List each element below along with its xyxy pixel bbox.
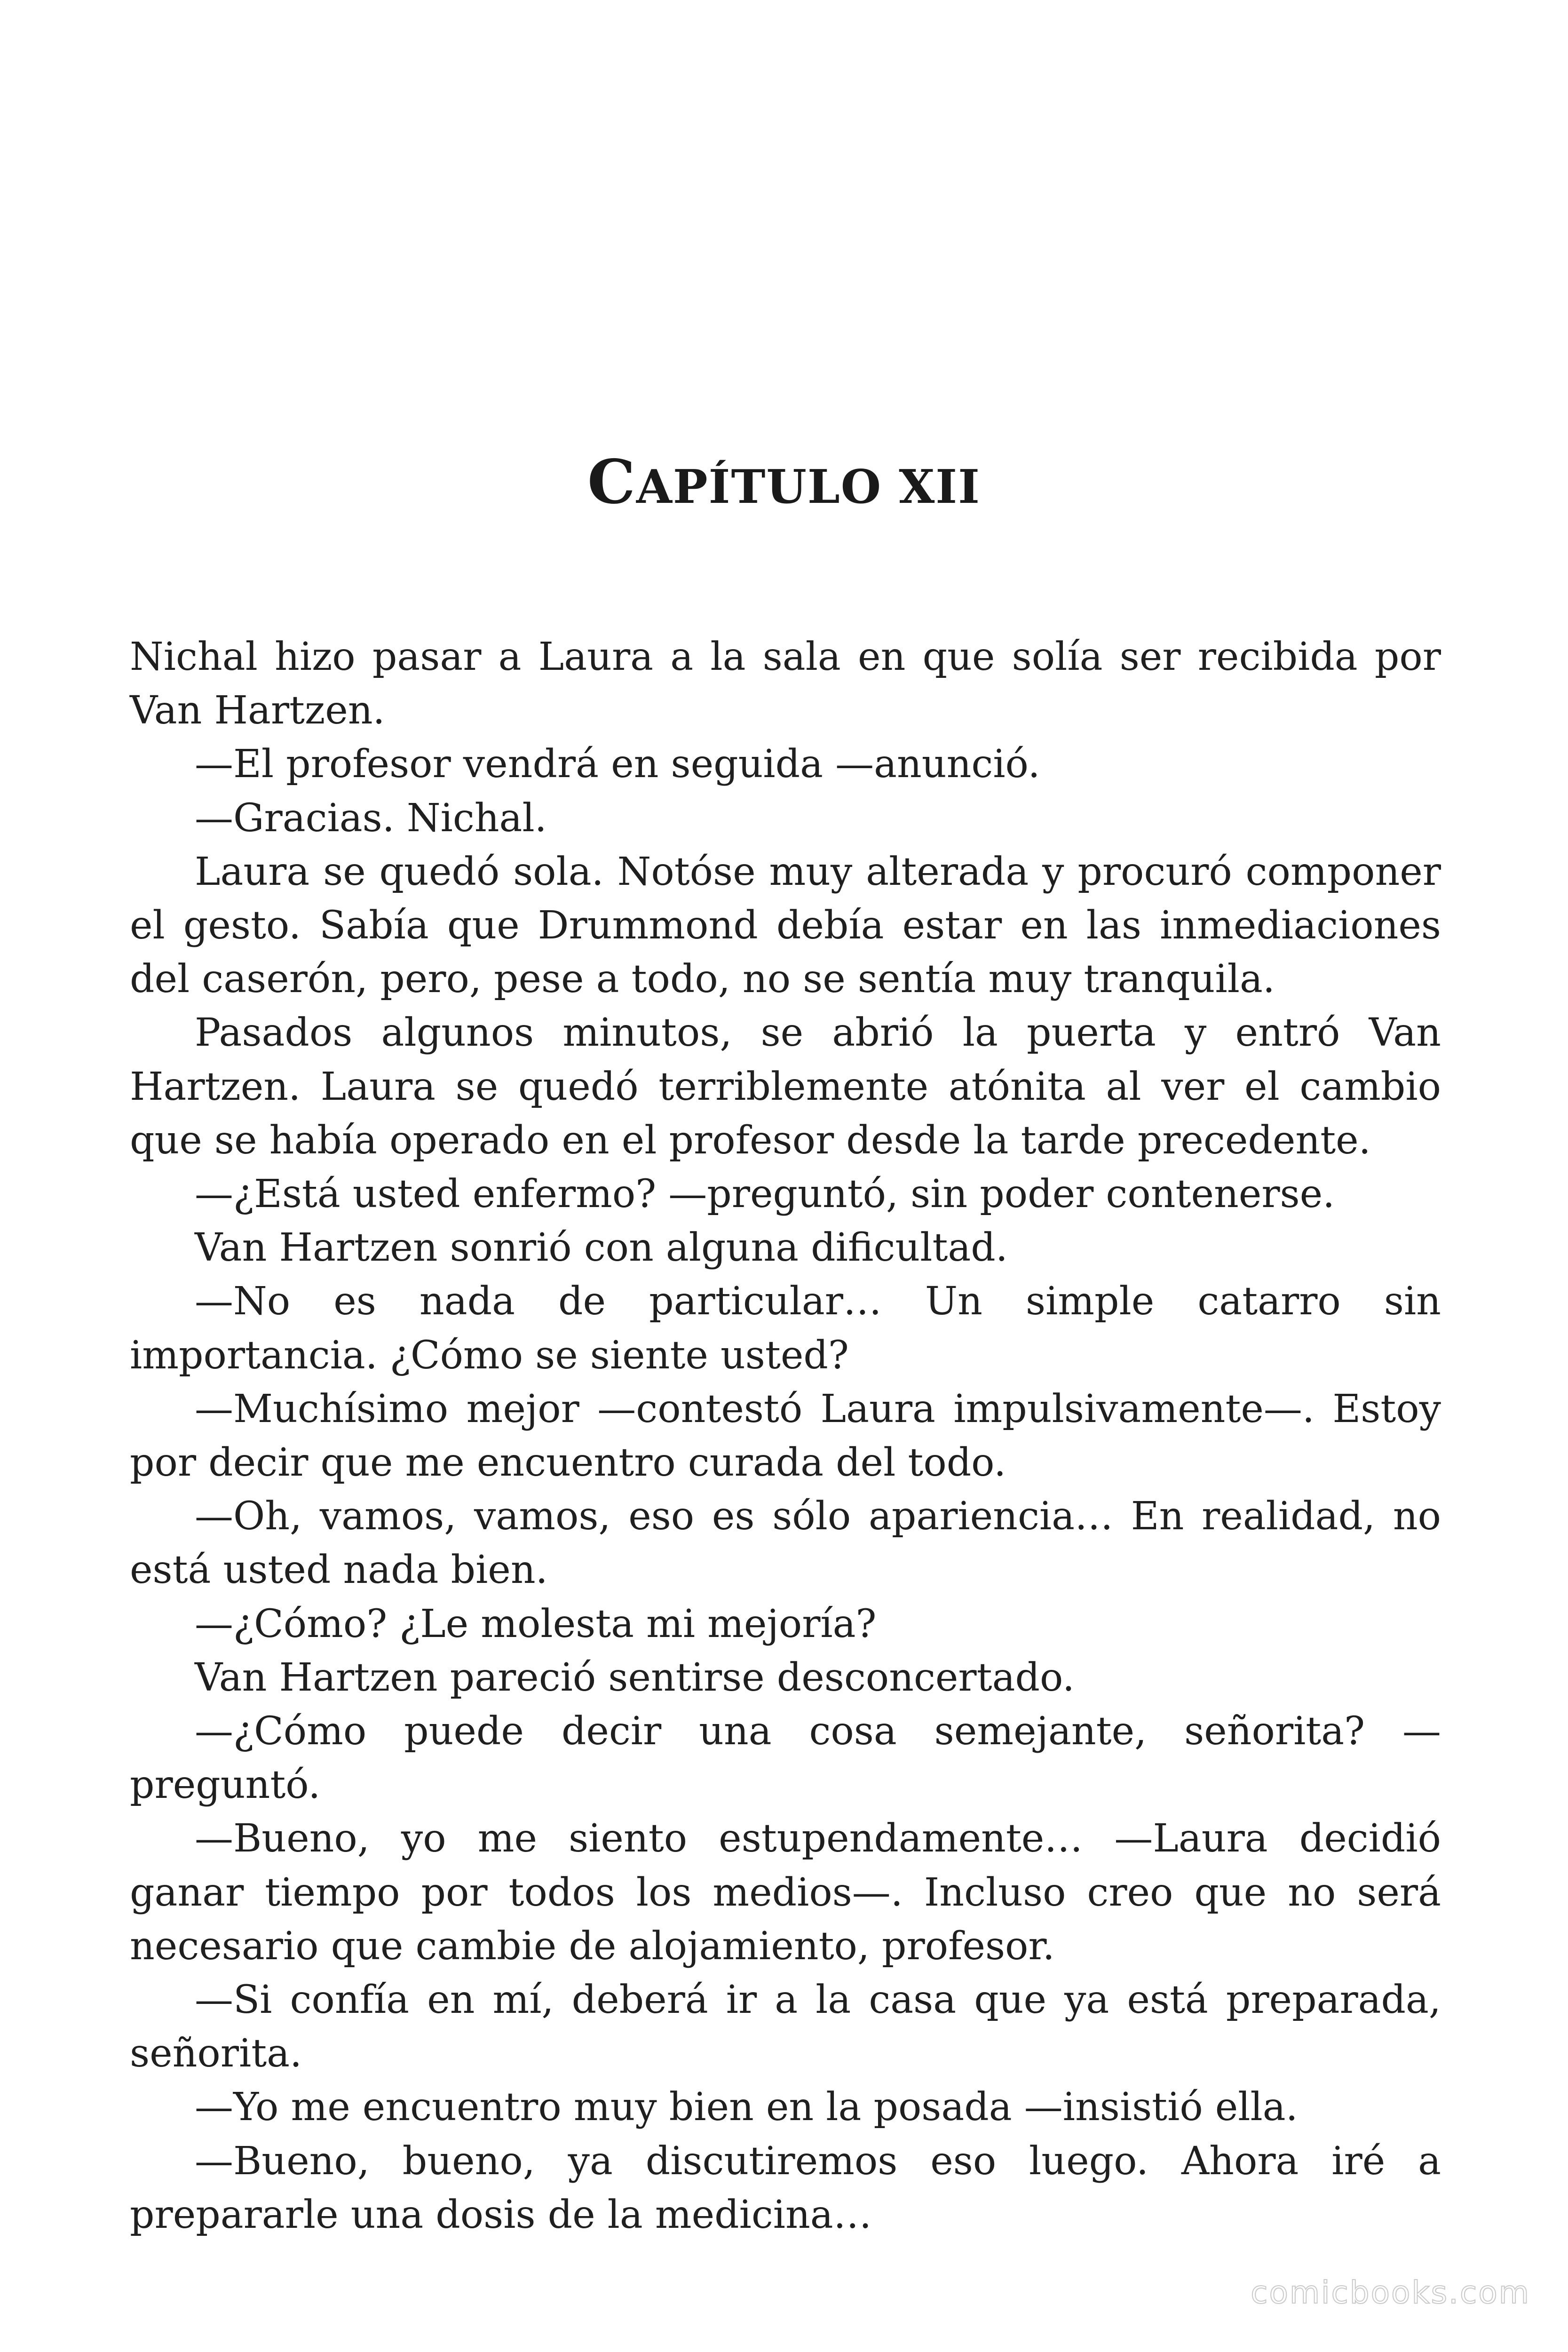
paragraph: —Oh, vamos, vamos, eso es sólo apariencia… En realidad, no está usted nada bien. (130, 1494, 1441, 1593)
paragraph: —Bueno, bueno, ya discutiremos eso luego. Ahora iré a prepararle una dosis de la medicina… (130, 2138, 1441, 2237)
paragraph: —¿Está usted enfermo? —preguntó, sin poder contenerse. (195, 1172, 1335, 1217)
paragraph: —Bueno, yo me siento estupendamente… —Laura decidió ganar tiempo por todos los medios—. Incluso creo que no será necesario que cambie de alojamiento, profesor. (130, 1816, 1441, 1969)
paragraph: —Si confía en mí, deberá ir a la casa que ya está preparada, señorita. (130, 1978, 1441, 2076)
paragraph: Nichal hizo pasar a Laura a la sala en que solía ser recibida por Van Hartzen. (130, 635, 1441, 733)
paragraph: Laura se quedó sola. Notóse muy alterada y procuró componer el gesto. Sabía que Drummond debía estar en las inmediaciones del caserón, pero, pese a todo, no se sentía muy tranquila. (130, 849, 1441, 1002)
chapter-body (130, 630, 1441, 2242)
paragraph: Pasados algunos minutos, se abrió la puerta y entró Van Hartzen. Laura se quedó terriblemente atónita al ver el cambio que se había operado en el profesor desde la tarde precedente. (130, 1010, 1441, 1163)
paragraph: —¿Cómo? ¿Le molesta mi mejoría? (195, 1601, 877, 1646)
chapter-title-initial: C (587, 447, 636, 517)
paragraph: —El profesor vendrá en seguida —anunció. (195, 742, 1040, 787)
paragraph: —Muchísimo mejor —contestó Laura impulsivamente—. Estoy por decir que me encuentro curada del todo. (130, 1386, 1441, 1486)
chapter-title (0, 447, 1568, 523)
paragraph: Van Hartzen pareció sentirse desconcertado. (195, 1655, 1075, 1700)
paragraph: —Gracias. Nichal. (195, 795, 547, 841)
paragraph: Van Hartzen sonrió con alguna dificultad. (195, 1225, 1008, 1271)
paragraph: —Yo me encuentro muy bien en la posada —insistió ella. (195, 2085, 1298, 2130)
paragraph: —No es nada de particular… Un simple catarro sin importancia. ¿Cómo se siente usted? (130, 1279, 1441, 1378)
chapter-title-word: APÍTULO (636, 460, 899, 514)
paragraph: —¿Cómo puede decir una cosa semejante, señorita? —preguntó. (130, 1709, 1441, 1808)
chapter-number: XII (899, 460, 981, 514)
site-watermark: comicbooks.com (1251, 2274, 1530, 2311)
